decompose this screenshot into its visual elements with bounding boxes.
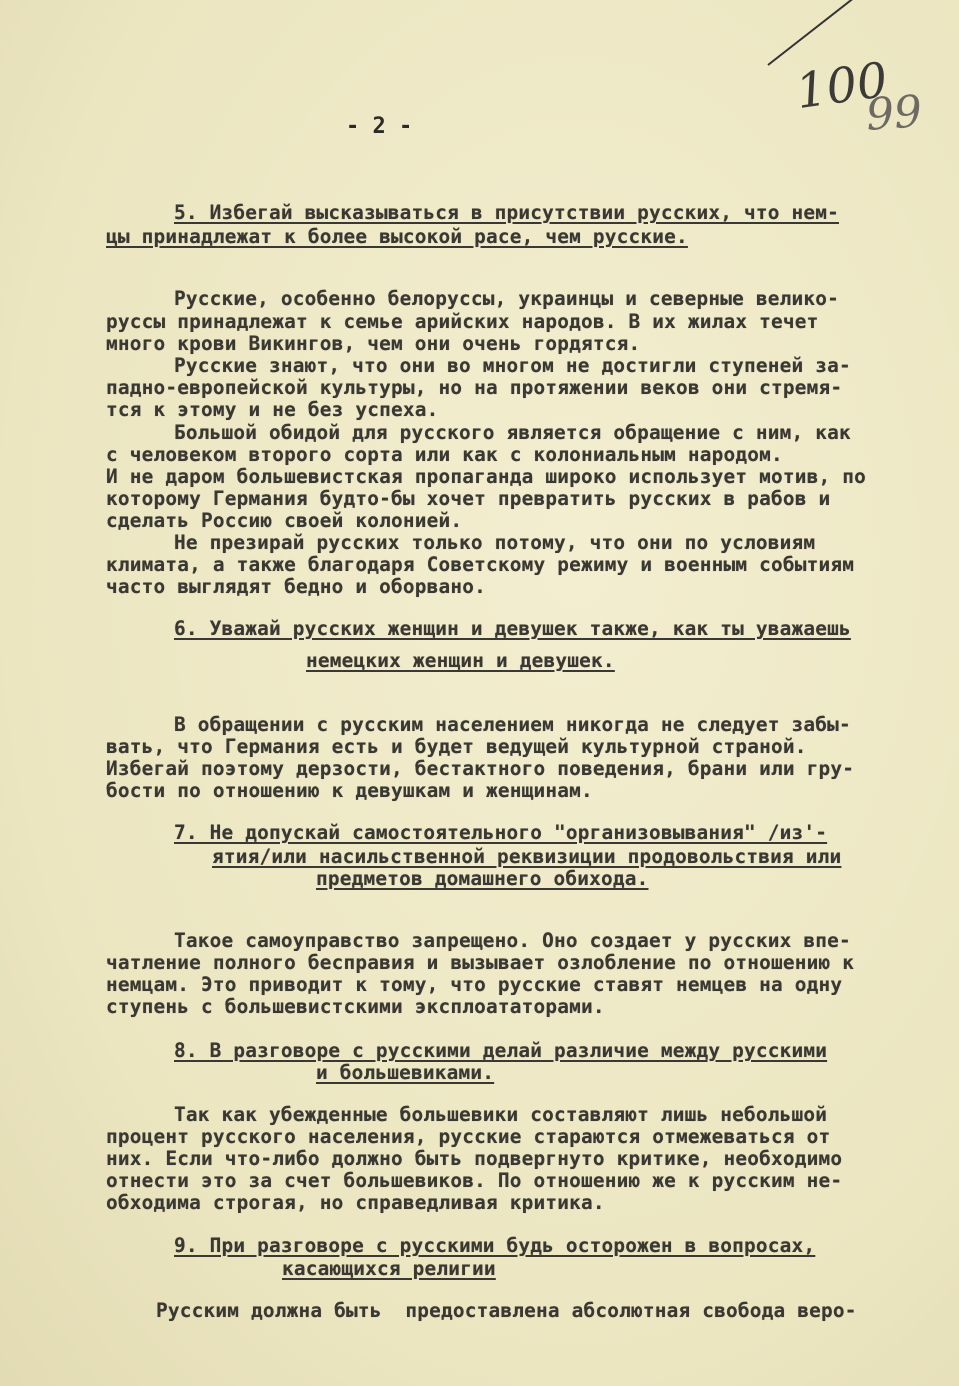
text-line: с человеком второго сорта или как с колониальным народом.	[106, 443, 783, 466]
heading-6-line-2: немецких женщин и девушек.	[306, 649, 615, 672]
text-line: ступень с большевистскими эксплоататорами.	[106, 995, 605, 1018]
text-line: климата, а также благодаря Советскому режиму и военным событиям	[106, 553, 855, 576]
text-line: Русские знают, что они во многом не достигли ступеней за-	[174, 354, 851, 377]
text-line: Не презирай русских только потому, что они по условиям	[174, 531, 816, 554]
heading-6-line-1: 6. Уважай русских женщин и девушек также, как ты уважаешь	[174, 617, 851, 640]
text-line: Русские, особенно белоруссы, украинцы и северные велико-	[174, 287, 839, 310]
text-line: часто выглядят бедно и оборвано.	[106, 575, 486, 598]
text-line: обходима строгая, но справедливая критика.	[106, 1191, 605, 1214]
text-line: руссы принадлежат к семье арийских народов. В их жилах течет	[106, 310, 819, 333]
text-line: Русским должна быть предоставлена абсолютная свобода веро-	[156, 1299, 857, 1322]
text-line: отнести это за счет большевиков. По отношению же к русским не-	[106, 1169, 843, 1192]
text-line: них. Если что-либо должно быть подвергнуто критике, необходимо	[106, 1147, 843, 1170]
text-line: процент русского населения, русские стараются отмежеваться от	[106, 1125, 831, 1148]
text-line: сделать Россию своей колонией.	[106, 509, 463, 532]
text-line: падно-европейской культуры, но на протяжении веков они стремя-	[106, 376, 843, 399]
heading-8-line-2: и большевиками.	[316, 1061, 495, 1084]
heading-8-line-1: 8. В разговоре с русскими делай различие между русскими	[174, 1039, 828, 1062]
text-line: Большой обидой для русского является обращение с ним, как	[174, 421, 851, 444]
heading-5-line-1: 5. Избегай высказываться в присутствии русских, что нем-	[174, 201, 839, 224]
text-line: Избегай поэтому дерзости, бестактного поведения, брани или гру-	[106, 757, 855, 780]
heading-7-line-1: 7. Не допускай самостоятельного "организовывания" /из'-	[174, 821, 828, 844]
text-line: тся к этому и не без успеха.	[106, 398, 439, 421]
text-line: чатление полного бесправия и вызывает озлобление по отношению к	[106, 951, 855, 974]
heading-9-line-2: касающихся религии	[282, 1257, 496, 1280]
text-line: В обращении с русским населением никогда не следует забы-	[174, 713, 851, 736]
heading-7-line-2: ятия/или насильственной реквизиции продовольствия или	[212, 845, 842, 868]
heading-5-line-2: цы принадлежат к более высокой расе, чем русские.	[106, 225, 688, 248]
text-line: Такое самоуправство запрещено. Оно создает у русских впе-	[174, 929, 851, 952]
text-line: вать, что Германия есть и будет ведущей культурной страной.	[106, 735, 807, 758]
text-line: Так как убежденные большевики составляют лишь небольшой	[174, 1103, 828, 1126]
handwritten-crossed-number: 100	[792, 51, 892, 121]
text-line: бости по отношению к девушкам и женщинам.	[106, 779, 593, 802]
text-line: немцам. Это приводит к тому, что русские ставят немцев на одну	[106, 973, 843, 996]
text-line: много крови Викингов, чем они очень гордятся.	[106, 332, 641, 355]
heading-7-line-3: предметов домашнего обихода.	[316, 867, 649, 890]
text-line: И не даром большевистская пропаганда широко использует мотив, по	[106, 465, 866, 488]
text-line: которому Германия будто-бы хочет превратить русских в рабов и	[106, 487, 831, 510]
heading-9-line-1: 9. При разговоре с русскими будь осторожен в вопросах,	[174, 1234, 816, 1257]
handwritten-page-number: 99	[864, 86, 924, 141]
page-number: - 2 -	[346, 114, 413, 139]
